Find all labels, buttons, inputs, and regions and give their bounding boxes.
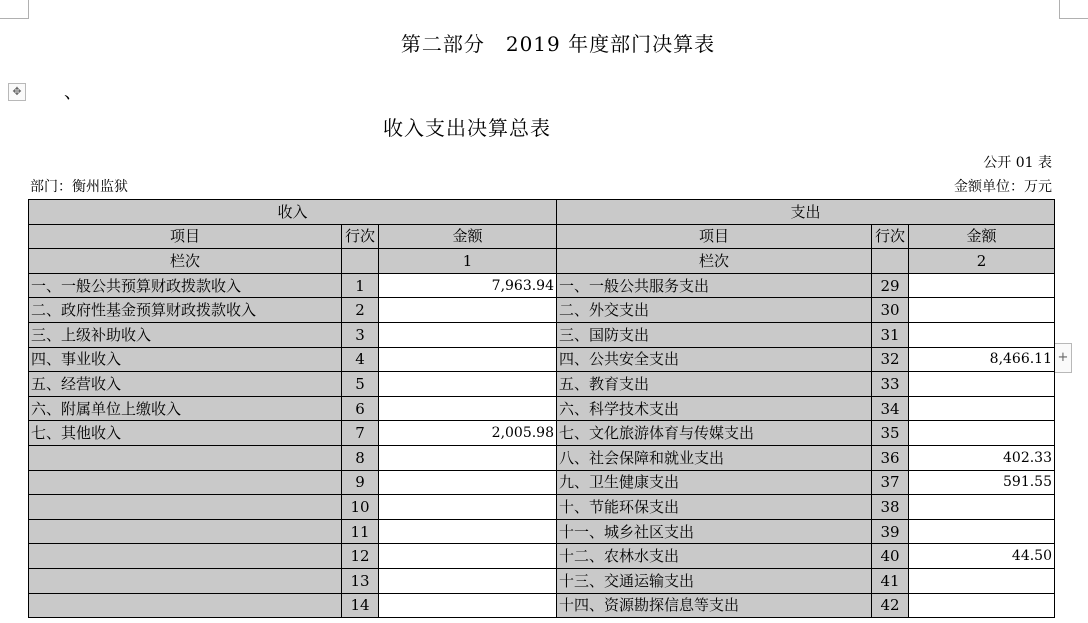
- income-item-cell: [29, 495, 342, 520]
- income-amount-cell[interactable]: 7,963.94: [379, 273, 557, 298]
- income-line-cell: 8: [342, 445, 379, 470]
- expense-amount-cell[interactable]: [909, 273, 1055, 298]
- income-line-cell: 9: [342, 470, 379, 495]
- expense-item-cell: 七、文化旅游体育与传媒支出: [557, 421, 872, 446]
- income-line-cell: 6: [342, 396, 379, 421]
- expense-column-number: 2: [909, 249, 1055, 274]
- table-row: [29, 347, 1055, 372]
- expense-amount-cell[interactable]: 591.55: [909, 470, 1055, 495]
- income-item-cell: 五、经营收入: [29, 372, 342, 397]
- table-row: [29, 372, 1055, 397]
- income-column-number: 1: [379, 249, 557, 274]
- table-title: 收入支出决算总表: [383, 116, 551, 140]
- income-amount-cell[interactable]: [379, 445, 557, 470]
- income-line-cell: 10: [342, 495, 379, 520]
- expense-amount-cell[interactable]: [909, 519, 1055, 544]
- expense-amount-cell[interactable]: [909, 421, 1055, 446]
- table-row: [29, 544, 1055, 569]
- expense-item-header: 项目: [557, 224, 872, 249]
- expense-line-cell: 31: [872, 322, 909, 347]
- header-row-column-numbers: [29, 249, 1055, 274]
- expense-amount-cell[interactable]: [909, 396, 1055, 421]
- income-line-cell: 3: [342, 322, 379, 347]
- expense-column-line-blank: [872, 249, 909, 274]
- expense-item-cell: 二、外交支出: [557, 298, 872, 323]
- income-item-cell: [29, 593, 342, 618]
- expense-line-cell: 37: [872, 470, 909, 495]
- expense-amount-cell[interactable]: [909, 593, 1055, 618]
- expense-line-cell: 29: [872, 273, 909, 298]
- income-column-line-blank: [342, 249, 379, 274]
- table-row: [29, 470, 1055, 495]
- expense-amount-cell[interactable]: 8,466.11: [909, 347, 1055, 372]
- expense-amount-cell[interactable]: [909, 372, 1055, 397]
- table-row: [29, 322, 1055, 347]
- table-move-handle-icon[interactable]: ✥: [8, 83, 26, 101]
- income-line-cell: 14: [342, 593, 379, 618]
- income-amount-cell[interactable]: [379, 568, 557, 593]
- expense-item-cell: 六、科学技术支出: [557, 396, 872, 421]
- income-column-label: 栏次: [29, 249, 342, 274]
- expense-amount-cell[interactable]: 402.33: [909, 445, 1055, 470]
- expense-column-label: 栏次: [557, 249, 872, 274]
- income-line-cell: 1: [342, 273, 379, 298]
- add-row-plus-icon[interactable]: +: [1054, 343, 1072, 373]
- income-amount-cell[interactable]: [379, 470, 557, 495]
- expense-line-cell: 36: [872, 445, 909, 470]
- income-item-cell: 六、附属单位上缴收入: [29, 396, 342, 421]
- income-amount-header: 金额: [379, 224, 557, 249]
- income-item-cell: [29, 519, 342, 544]
- income-line-cell: 11: [342, 519, 379, 544]
- income-amount-cell[interactable]: [379, 519, 557, 544]
- header-row-columns: [29, 224, 1055, 249]
- expense-amount-cell[interactable]: [909, 322, 1055, 347]
- page-corner-mark-right: [1059, 0, 1088, 19]
- expense-item-cell: 十一、城乡社区支出: [557, 519, 872, 544]
- income-line-cell: 7: [342, 421, 379, 446]
- expense-line-cell: 33: [872, 372, 909, 397]
- expense-item-cell: 九、卫生健康支出: [557, 470, 872, 495]
- expense-amount-cell[interactable]: [909, 298, 1055, 323]
- income-item-cell: 四、事业收入: [29, 347, 342, 372]
- table-row: [29, 421, 1055, 446]
- income-line-cell: 12: [342, 544, 379, 569]
- expense-line-cell: 30: [872, 298, 909, 323]
- table-row: [29, 298, 1055, 323]
- income-line-header: 行次: [342, 224, 379, 249]
- income-amount-cell[interactable]: [379, 372, 557, 397]
- expense-item-cell: 四、公共安全支出: [557, 347, 872, 372]
- expense-line-cell: 41: [872, 568, 909, 593]
- expense-amount-cell[interactable]: 44.50: [909, 544, 1055, 569]
- income-amount-cell[interactable]: [379, 495, 557, 520]
- table-row: [29, 495, 1055, 520]
- income-item-header: 项目: [29, 224, 342, 249]
- header-row-sections: [29, 200, 1055, 225]
- stray-punctuation: 、: [64, 82, 82, 103]
- income-section-header: 收入: [29, 200, 557, 225]
- income-line-cell: 4: [342, 347, 379, 372]
- income-amount-cell[interactable]: [379, 347, 557, 372]
- income-item-cell: [29, 470, 342, 495]
- income-item-cell: 三、上级补助收入: [29, 322, 342, 347]
- income-item-cell: 一、一般公共预算财政拨款收入: [29, 273, 342, 298]
- income-line-cell: 2: [342, 298, 379, 323]
- expense-line-cell: 39: [872, 519, 909, 544]
- expense-line-cell: 34: [872, 396, 909, 421]
- expense-item-cell: 十、节能环保支出: [557, 495, 872, 520]
- income-amount-cell[interactable]: 2,005.98: [379, 421, 557, 446]
- expense-line-cell: 32: [872, 347, 909, 372]
- document-title: 第二部分 2019 年度部门决算表: [400, 32, 716, 56]
- expense-line-cell: 40: [872, 544, 909, 569]
- page-corner-mark-left: [0, 0, 29, 19]
- expense-amount-header: 金额: [909, 224, 1055, 249]
- table-row: [29, 519, 1055, 544]
- expense-section-header: 支出: [557, 200, 1055, 225]
- income-item-cell: [29, 544, 342, 569]
- income-amount-cell[interactable]: [379, 593, 557, 618]
- expense-item-cell: 十三、交通运输支出: [557, 568, 872, 593]
- income-line-cell: 13: [342, 568, 379, 593]
- expense-amount-cell[interactable]: [909, 495, 1055, 520]
- expense-line-header: 行次: [872, 224, 909, 249]
- income-item-cell: [29, 445, 342, 470]
- expense-amount-cell[interactable]: [909, 568, 1055, 593]
- income-amount-cell[interactable]: [379, 322, 557, 347]
- income-expense-table: [28, 199, 1055, 618]
- table-row: [29, 568, 1055, 593]
- table-row: [29, 396, 1055, 421]
- income-item-cell: 二、政府性基金预算财政拨款收入: [29, 298, 342, 323]
- table-row: [29, 593, 1055, 618]
- table-row: [29, 445, 1055, 470]
- expense-item-cell: 一、一般公共服务支出: [557, 273, 872, 298]
- income-amount-cell[interactable]: [379, 298, 557, 323]
- income-line-cell: 5: [342, 372, 379, 397]
- expense-line-cell: 42: [872, 593, 909, 618]
- expense-item-cell: 五、教育支出: [557, 372, 872, 397]
- expense-line-cell: 38: [872, 495, 909, 520]
- amount-unit-label: 金额单位：万元: [954, 179, 1052, 195]
- income-amount-cell[interactable]: [379, 544, 557, 569]
- income-amount-cell[interactable]: [379, 396, 557, 421]
- expense-item-cell: 八、社会保障和就业支出: [557, 445, 872, 470]
- expense-item-cell: 三、国防支出: [557, 322, 872, 347]
- form-number: 公开 01 表: [983, 155, 1052, 171]
- table-row: [29, 273, 1055, 298]
- expense-item-cell: 十二、农林水支出: [557, 544, 872, 569]
- department-label: 部门：衡州监狱: [30, 179, 128, 195]
- income-item-cell: [29, 568, 342, 593]
- income-item-cell: 七、其他收入: [29, 421, 342, 446]
- expense-item-cell: 十四、资源勘探信息等支出: [557, 593, 872, 618]
- expense-line-cell: 35: [872, 421, 909, 446]
